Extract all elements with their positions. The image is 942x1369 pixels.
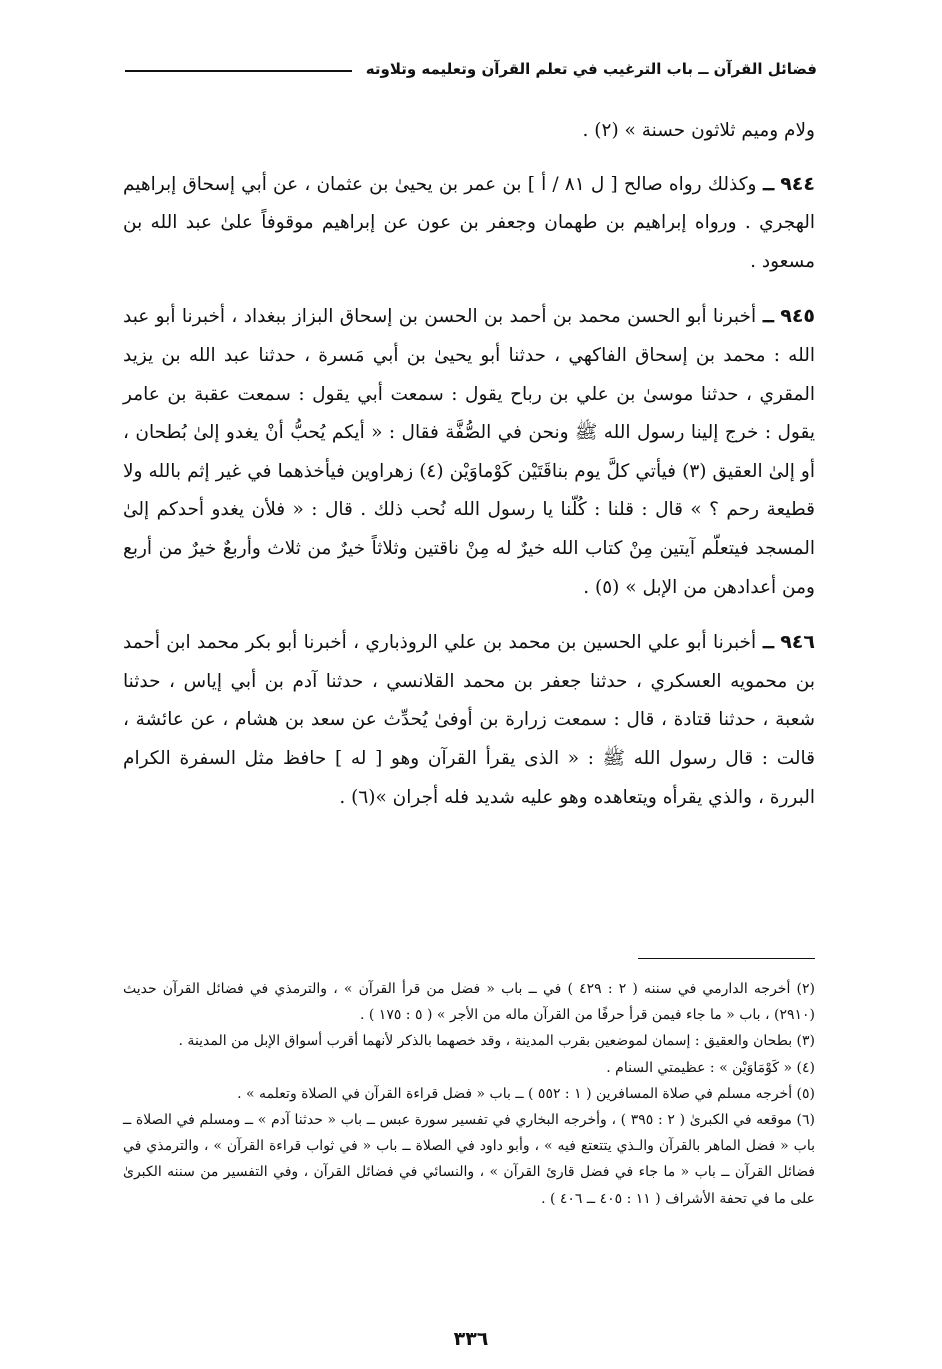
running-header [125, 60, 817, 78]
paragraph-text: أخبرنا أبو الحسن محمد بن أحمد بن الحسن بن إسحاق البزاز ببغداد ، أخبرنا أبو عبد الله : محمد بن إسحاق الفاكهي ، حدثنا أبو يحيىٰ بن أبي مَسرة ، حدثنا عبد الله بن يزيد المقري ، حدثنا موسىٰ بن علي بن رباح يقول : سمعت أبي يقول : سمعت عقبة بن عامر يقول : خرج إلينا رسول الله ﷺ ونحن في الصُّفَّة فقال : « أيكم يُحبُّ أنْ يغدو إلىٰ بُطحان ، أو إلىٰ العقيق (٣) فيأتي كلَّ يوم بناقَتَيْن كَوْماوَيْن (٤) زهراوين فيأخذهما في غير إثم بالله ولا قطيعة رحم ؟ » قال : قلنا : كُلّنا يا رسول الله نُحب ذلك . قال : « فلأن يغدو أحدكم إلىٰ المسجد فيتعلّم آيتين مِنْ كتاب الله خيرٌ له مِنْ ناقتين وثلاثاً خيرٌ من ثلاث وأربعٌ خيرٌ من أربع ومن أعدادهن من الإبل » (٥) . [123, 306, 815, 598]
main-text [123, 112, 815, 833]
footnote-6: (٦) موقعه في الكبرىٰ ( ٢ : ٣٩٥ ) ، وأخرجه البخاري في تفسير سورة عبس ــ باب « حدثنا آدم » ــ ومسلم في الصلاة ــ باب « فضل الماهر بالقرآن والـذي يتتعتع فيه » ، وأبو داود في الصلاة ــ باب « في ثواب قراءة القرآن » ، والترمذي في فضائل القرآن ــ باب « ما جاء في فضل قارئ القرآن » ، والنسائي في فضائل القرآن ، وفي التفسير من سننه الكبرىٰ على ما في تحفة الأشراف ( ١١ : ٤٠٥ ــ ٤٠٦ ) . [123, 1112, 815, 1207]
footnote-4: (٤) « كَوْمَاوَيْن » : عظيمتي السنام . [606, 1059, 815, 1076]
paragraph-continuation [123, 112, 815, 151]
footnote-5: (٥) أخرجه مسلم في صلاة المسافرين ( ١ : ٥٥٢ ) ــ باب « فضل قراءة القرآن في الصلاة وتعلمه » . [237, 1085, 815, 1102]
number-dash: ــ [756, 173, 775, 195]
footnote-2: (٢) أخرجه الدارمي في سننه ( ٢ : ٤٢٩ ) في ــ باب « فضل من قرأ القرآن » ، والترمذي في فضائل القرآن حديث (٢٩١٠) ، باب « ما جاء فيمن قرأ حرفًا من القرآن ماله من الأجر » ( ٥ : ١٧٥ ) . [123, 981, 815, 1024]
paragraph-text: وكذلك رواه صالح [ ل ٨١ / أ ] بن عمر بن يحيىٰ بن عثمان ، عن أبي إسحاق إبراهيم الهجري . ورواه إبراهيم بن طهمان وجعفر بن عون عن إبراهيم موقوفاً علىٰ عبد الله بن مسعود . [123, 173, 815, 272]
footnote-separator [638, 958, 815, 959]
page-number: ٣٣٦ [453, 1328, 489, 1350]
hadith-number: ٩٤٤ [780, 172, 815, 195]
footnote-3: (٣) بطحان والعقيق : إسمان لموضعين بقرب المدينة ، وقد خصهما بالذكر لأنهما أقرب أسواق الإبل من المدينة . [178, 1033, 815, 1050]
footnotes [123, 976, 815, 1212]
hadith-number: ٩٤٥ [780, 305, 816, 328]
number-dash: ــ [756, 306, 774, 328]
header-rule [125, 70, 352, 72]
hadith-paragraph-944 [123, 165, 815, 282]
number-dash: ــ [756, 632, 774, 654]
hadith-number: ٩٤٦ [780, 631, 815, 654]
paragraph-text: ولام وميم ثلاثون حسنة » (٢) . [582, 120, 815, 141]
paragraph-text: أخبرنا أبو علي الحسين بن محمد بن علي الروذباري ، أخبرنا أبو بكر محمد ابن أحمد بن محمويه العسكري ، حدثنا جعفر بن محمد القلانسي ، حدثنا آدم بن أبي إياس ، حدثنا شعبة ، حدثنا قتادة ، قال : سمعت زرارة بن أوفىٰ يُحدِّث عن سعد بن هشام ، عن عائشة ، قالت : قال رسول الله ﷺ : « الذى يقرأ القرآن وهو [ له ] حافظ مثل السفرة الكرام البررة ، والذي يقرأه ويتعاهده وهو عليه شديد فله أجران »(٦) . [123, 632, 815, 808]
hadith-paragraph-946 [123, 623, 815, 817]
hadith-paragraph-945 [123, 297, 815, 607]
header-title: فضائل القرآن ــ باب الترغيب في تعلم القرآن وتعليمه وتلاوته [365, 60, 817, 78]
